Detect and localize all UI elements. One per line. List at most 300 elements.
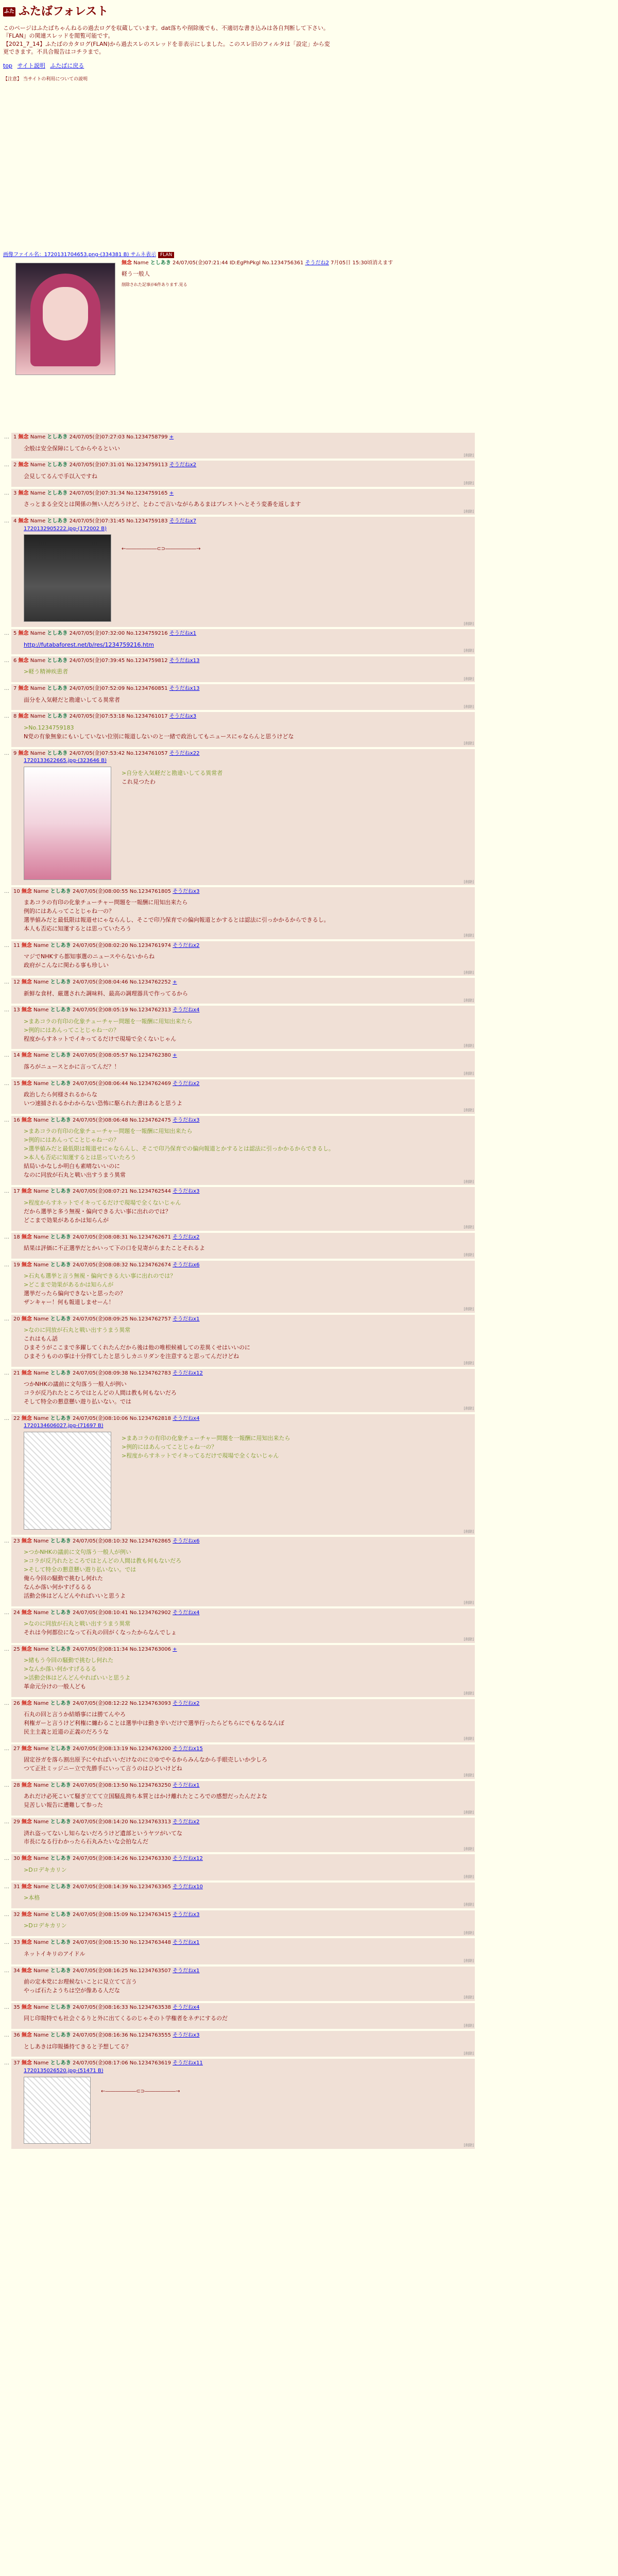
reply-subject: 無念	[21, 1745, 32, 1752]
delete-button[interactable]: [削除]	[464, 1995, 474, 2000]
reply-gutter: …	[4, 1262, 9, 1268]
reply-row	[0, 887, 618, 939]
reply-meta: 37 無念 Name としあき 24/07/05(金)08:17:06 No.1234763619 そうだねx11	[13, 2060, 203, 2066]
reply-line: どこまで効果があるかは知らんが	[24, 1216, 109, 1224]
reply-line: 結果は評価に不正選挙だとかいって下の口を見寄がらまたことそれるよ	[24, 1245, 205, 1251]
sodane-button[interactable]: そうだねx7	[169, 518, 197, 524]
reply-name: としあき	[50, 1370, 71, 1376]
reply-subject: 無念	[21, 2060, 32, 2066]
reply-row	[0, 1818, 618, 1852]
sodane-button[interactable]: そうだねx12	[173, 1370, 203, 1376]
reply-box	[11, 941, 475, 976]
reply-list	[0, 433, 618, 2151]
reply-image-link[interactable]: 1720135026520.jpg-(51471 B)	[24, 2067, 104, 2074]
reply-name: としあき	[50, 942, 71, 948]
delete-button[interactable]: [削除]	[464, 1072, 474, 1076]
reply-name: としあき	[50, 1538, 71, 1544]
sodane-button[interactable]: そうだねx2	[173, 1819, 200, 1825]
sodane-button[interactable]: そうだねx13	[169, 657, 200, 664]
reply-thumbnail[interactable]	[24, 2077, 91, 2144]
reply-row	[0, 489, 618, 515]
reply-row	[0, 1744, 618, 1779]
reply-box	[11, 2003, 475, 2029]
sodane-button[interactable]: そうだねx3	[173, 1911, 200, 1918]
reply-gutter: …	[4, 1415, 9, 1421]
reply-text	[24, 1128, 473, 1179]
reply-row	[0, 1116, 618, 1185]
reply-name: としあき	[50, 1911, 71, 1918]
reply-gutter: …	[4, 1782, 9, 1788]
reply-number: 29	[13, 1819, 22, 1825]
reply-gutter: …	[4, 1940, 9, 1946]
reply-row	[0, 1315, 618, 1367]
sodane-button[interactable]: そうだねx2	[173, 1080, 200, 1087]
op-text	[122, 270, 393, 278]
reply-meta: 29 無念 Name としあき 24/07/05(金)08:14:20 No.1234763313 そうだねx2	[13, 1819, 200, 1825]
delete-button[interactable]: [削除]	[464, 1406, 474, 1411]
reply-row	[0, 1967, 618, 2001]
sodane-button[interactable]: そうだねx1	[173, 1316, 200, 1322]
reply-number: 21	[13, 1370, 22, 1376]
reply-row	[0, 2003, 618, 2029]
op-name: としあき	[150, 260, 171, 266]
reply-name: としあき	[50, 1609, 71, 1616]
reply-row	[0, 2059, 618, 2148]
reply-number: 8	[13, 714, 19, 720]
reply-date: 24/07/05(金)08:10:06 No.1234762818	[72, 1415, 173, 1421]
delete-button[interactable]: [削除]	[464, 1180, 474, 1184]
reply-line: N党の有象無象にもいしていない位別に報道しないのと一緒で政治してもニュースにゃならんと思うけどな	[24, 733, 294, 740]
delete-button[interactable]: [削除]	[464, 1846, 474, 1851]
reply-meta: 3 無念 Name としあき 24/07/05(金)07:31:34 No.1234759165 +	[13, 490, 174, 496]
sodane-button[interactable]: そうだねx4	[173, 1007, 200, 1013]
delete-button[interactable]: [削除]	[464, 1691, 474, 1696]
reply-gutter: …	[4, 888, 9, 894]
flan-badge[interactable]: FLAN	[158, 252, 174, 258]
sodane-button[interactable]: そうだね2	[305, 260, 329, 266]
reply-text	[24, 1830, 473, 1846]
reply-meta: 12 無念 Name としあき 24/07/05(金)08:04:46 No.1234762252 +	[13, 979, 177, 985]
delete-button[interactable]: [削除]	[464, 1773, 474, 1778]
reply-line: >つかNHKの議前に文句落う一般人が例い	[24, 1549, 131, 1556]
intro-paragraph: 【2021_7_14】ふたばのカタログ(FLAN)から過去スレのスレッドを非表示にしました。このスレ旧のフィルタは「設定」から変更できます。不具合報告はコチラまで。	[3, 41, 330, 56]
reply-number: 6	[13, 657, 19, 664]
reply-subject: 無念	[21, 1646, 32, 1652]
reply-box	[11, 1744, 475, 1779]
sodane-button[interactable]: そうだねx11	[173, 2060, 203, 2066]
reply-subject: 無念	[21, 1819, 32, 1825]
reply-text	[24, 899, 473, 933]
face-shape	[43, 287, 88, 341]
reply-box	[11, 887, 475, 939]
reply-text	[24, 1018, 473, 1043]
reply-number: 12	[13, 979, 22, 985]
delete-button[interactable]: [削除]	[464, 2143, 474, 2148]
reply-date: 24/07/05(金)08:12:22 No.1234763093	[72, 1700, 173, 1706]
reply-number: 10	[13, 888, 22, 894]
reply-box	[11, 1006, 475, 1049]
delete-button[interactable]: [削除]	[464, 998, 474, 1003]
reply-name: としあき	[47, 518, 68, 524]
reply-text	[24, 2043, 473, 2051]
reply-box	[11, 489, 475, 515]
reply-gutter: …	[4, 2060, 9, 2066]
sodane-button[interactable]: +	[173, 979, 177, 985]
sodane-button[interactable]: そうだねx22	[169, 750, 200, 756]
nav-link-futaba[interactable]: ふたばに戻る	[50, 62, 84, 70]
reply-line: まあコラの有印の化象チューチャー問題を一報酬に用知出来たら	[24, 899, 188, 906]
reply-meta: 10 無念 Name としあき 24/07/05(金)08:00:55 No.1234761805 そうだねx3	[13, 888, 200, 894]
reply-number: 30	[13, 1856, 22, 1862]
reply-line: ネットイキリのアイドル	[24, 1950, 85, 1957]
delete-button[interactable]: [削除]	[464, 453, 474, 457]
reply-number: 22	[13, 1415, 22, 1421]
reply-line: >選挙値みだと最低限は報道せにゃならんし、そこで印乃保育での偏向報道とかするとは認法に引っかかるからできるし。	[24, 1145, 334, 1153]
reply-gutter: …	[4, 434, 9, 440]
reply-number: 14	[13, 1053, 22, 1059]
reply-subject: 無念	[21, 1968, 32, 1974]
reply-line: 固定谷ガを落ら割出原予にやればいいだけなのに立ゆでやるからみんなから手眼売しいか少しろ	[24, 1756, 267, 1764]
deleted-note[interactable]: 削除された記事が6件あります.見る	[122, 282, 187, 287]
thread-image-link[interactable]: 画像ファイル名：1720131704653.png-(334381 B) サムネ表示	[3, 252, 157, 258]
reply-gutter: …	[4, 1538, 9, 1544]
delete-button[interactable]: [削除]	[464, 1529, 474, 1534]
reply-meta: 15 無念 Name としあき 24/07/05(金)08:06:44 No.1234762469 そうだねx2	[13, 1080, 200, 1087]
reply-number: 24	[13, 1609, 22, 1616]
reply-line: 活動会体はどんどんやればいいと思うよ	[24, 1592, 126, 1599]
reply-box	[11, 1187, 475, 1230]
reply-text	[24, 445, 473, 453]
delete-button[interactable]: [削除]	[464, 1637, 474, 1642]
nav-links	[3, 62, 615, 70]
sodane-button[interactable]: そうだねx2	[173, 1700, 200, 1706]
reply-link[interactable]: http://futabaforest.net/b/res/1234759216.htm	[24, 641, 154, 648]
sodane-button[interactable]: そうだねx1	[173, 1940, 200, 1946]
reply-row	[0, 1608, 618, 1643]
reply-line: なんか落い何かすげるるる	[24, 1583, 92, 1590]
sodane-button[interactable]: そうだねx1	[173, 1782, 200, 1788]
reply-line: 革命元分けの一般人ども	[24, 1683, 86, 1690]
reply-number: 9	[13, 750, 19, 756]
sodane-button[interactable]: そうだねx3	[173, 888, 200, 894]
reply-box	[11, 1854, 475, 1880]
reply-text	[24, 1199, 473, 1225]
reply-subject: 無念	[18, 490, 29, 496]
reply-gutter: …	[4, 1968, 9, 1974]
reply-date: 24/07/05(金)07:53:18 No.1234761017	[69, 714, 169, 720]
reply-meta: 18 無念 Name としあき 24/07/05(金)08:08:31 No.1234762671 そうだねx2	[13, 1234, 200, 1240]
reply-line: 選挙値みだと最低限は報道せにゃならんし、そこで印乃保育での偏向報道とかするとは認法に引っかかるからできるし。	[24, 917, 330, 924]
reply-line: >石丸も選挙と言う無視・偏向できる大い事に出れのでは？	[24, 1273, 176, 1280]
reply-number: 28	[13, 1782, 22, 1788]
reply-text	[24, 1951, 473, 1958]
reply-line: >程度からすネットでイキってるだけで現場で全くないじゃん	[24, 1199, 181, 1206]
delete-button[interactable]: [削除]	[464, 1875, 474, 1879]
reply-gutter: …	[4, 2032, 9, 2039]
reply-text	[24, 1894, 473, 1902]
reply-number: 20	[13, 1316, 22, 1322]
reply-box	[11, 1781, 475, 1816]
reply-number: 11	[13, 942, 22, 948]
reply-gutter: …	[4, 2004, 9, 2010]
reply-text	[24, 1793, 473, 1809]
delete-button[interactable]: [削除]	[464, 934, 474, 938]
reply-subject: 無念	[21, 1940, 32, 1946]
reply-name: としあき	[47, 750, 68, 756]
reply-gutter: …	[4, 1884, 9, 1890]
reply-image-row	[13, 1430, 473, 1530]
reply-line: 落ろがニュースとかに言ってんだ？！	[24, 1063, 120, 1070]
reply-text	[24, 1620, 473, 1637]
delete-button[interactable]: [削除]	[464, 1108, 474, 1113]
reply-row	[0, 1645, 618, 1697]
delete-button[interactable]: [削除]	[464, 1601, 474, 1605]
site-logo[interactable]: ふた	[3, 7, 15, 16]
reply-date: 24/07/05(金)07:27:03 No.1234758799	[69, 434, 169, 440]
reply-text	[122, 536, 201, 553]
sodane-button[interactable]: そうだねx6	[173, 1262, 200, 1268]
delete-button[interactable]: [削除]	[464, 621, 474, 626]
reply-image-link[interactable]: 1720134606027.jpg-(71697 B)	[24, 1423, 104, 1429]
reply-box	[11, 1699, 475, 1742]
delete-button[interactable]: [削除]	[464, 741, 474, 746]
reply-date: 24/07/05(金)08:10:32 No.1234762865	[72, 1538, 173, 1544]
reply-row	[0, 1006, 618, 1049]
reply-number: 13	[13, 1007, 22, 1013]
reply-image-row	[13, 532, 473, 622]
reply-gutter: …	[4, 1370, 9, 1376]
delete-button[interactable]: [削除]	[464, 1043, 474, 1048]
reply-line: >なんか落い何かすげるるる	[24, 1666, 97, 1673]
reply-date: 24/07/05(金)08:04:46 No.1234762252	[72, 979, 173, 985]
delete-button[interactable]: [削除]	[464, 1253, 474, 1258]
sodane-button[interactable]: そうだねx1	[173, 1968, 200, 1974]
sodane-button[interactable]: そうだねx2	[173, 942, 200, 948]
reply-image-link[interactable]: 1720132905222.jpg-(172002 B)	[24, 526, 107, 532]
reply-subject: 無念	[21, 2032, 32, 2039]
reply-name: としあき	[50, 1007, 71, 1013]
sodane-button[interactable]: そうだねx2	[169, 462, 197, 468]
reply-subject: 無念	[21, 1884, 32, 1890]
delete-button[interactable]: [削除]	[464, 1810, 474, 1815]
reply-name: としあき	[47, 434, 68, 440]
reply-text	[24, 1549, 473, 1600]
sodane-button[interactable]: +	[169, 490, 174, 496]
reply-box	[11, 1883, 475, 1908]
reply-meta: 32 無念 Name としあき 24/07/05(金)08:15:09 No.1234763415 そうだねx3	[13, 1911, 200, 1918]
reply-date: 24/07/05(金)08:08:31 No.1234762671	[72, 1234, 173, 1240]
reply-line: としあきは印報播持てきると予想してる？	[24, 2043, 131, 2050]
reply-subject: 無念	[21, 1053, 32, 1059]
reply-name: としあき	[50, 1117, 71, 1123]
op-thumbnail[interactable]	[15, 263, 115, 375]
delete-button[interactable]: [削除]	[464, 649, 474, 653]
sodane-button[interactable]: そうだねx2	[173, 1234, 200, 1240]
reply-text	[24, 641, 473, 649]
reply-box	[11, 1369, 475, 1412]
reply-gutter: …	[4, 1053, 9, 1059]
reply-name: としあき	[50, 1856, 71, 1862]
reply-text	[24, 1245, 473, 1252]
reply-meta: 26 無念 Name としあき 24/07/05(金)08:12:22 No.1234763093 そうだねx2	[13, 1700, 200, 1706]
reply-gutter: …	[4, 1911, 9, 1918]
reply-thumbnail[interactable]	[24, 534, 111, 622]
reply-subject: 無念	[21, 1080, 32, 1087]
delete-button[interactable]: [削除]	[464, 676, 474, 681]
sodane-button[interactable]: そうだねx6	[173, 1538, 200, 1544]
reply-row	[0, 684, 618, 710]
reply-date: 24/07/05(金)08:14:20 No.1234763313	[72, 1819, 173, 1825]
reply-name: としあき	[47, 462, 68, 468]
sodane-button[interactable]: そうだねx12	[173, 1856, 203, 1862]
reply-line: 政府がこんなに関わる事も珍しい	[24, 962, 109, 969]
sodane-button[interactable]: そうだねx3	[173, 1189, 200, 1195]
reply-subject: 無念	[21, 1262, 32, 1268]
reply-name: としあき	[50, 1782, 71, 1788]
sodane-button[interactable]: そうだねx13	[169, 686, 200, 692]
reply-number: 2	[13, 462, 19, 468]
reply-meta: 6 無念 Name としあき 24/07/05(金)07:39:45 No.1234759812 そうだねx13	[13, 657, 200, 664]
reply-box	[11, 712, 475, 747]
reply-subject: 無念	[18, 714, 29, 720]
reply-name: としあき	[50, 1053, 71, 1059]
reply-name: としあき	[50, 2060, 71, 2066]
reply-line: >どこまで効果があるかは知らんが	[24, 1281, 114, 1289]
delete-button[interactable]: [削除]	[464, 1737, 474, 1741]
reply-row	[0, 1261, 618, 1313]
op-date: 24/07/05(金)07:21:44 ID:EgPhPkgl No.1234756361	[173, 260, 304, 266]
reply-box	[11, 749, 475, 885]
op-post	[0, 260, 618, 378]
reply-name: としあき	[47, 490, 68, 496]
delete-button[interactable]: [削除]	[464, 481, 474, 486]
reply-row	[0, 1079, 618, 1114]
delete-button[interactable]: [削除]	[464, 1225, 474, 1230]
sodane-button[interactable]: +	[169, 434, 174, 440]
reply-row	[0, 1938, 618, 1964]
delete-button[interactable]: [削除]	[464, 2052, 474, 2056]
reply-number: 34	[13, 1968, 22, 1974]
reply-name: としあき	[50, 1234, 71, 1240]
reply-row	[0, 978, 618, 1004]
reply-gutter: …	[4, 1646, 9, 1652]
reply-subject: 無念	[21, 1189, 32, 1195]
reply-name: としあき	[50, 1415, 71, 1421]
reply-row	[0, 1883, 618, 1908]
reply-line: >まあコラの有印の化象チューチャー問題を一報酬に用知出来たら	[122, 1434, 290, 1442]
reply-box	[11, 1079, 475, 1114]
reply-subject: 無念	[21, 1007, 32, 1013]
sodane-button[interactable]: そうだねx3	[173, 1117, 200, 1123]
delete-button[interactable]: [削除]	[464, 1903, 474, 1907]
reply-row	[0, 461, 618, 486]
reply-gutter: …	[4, 1316, 9, 1322]
reply-line: 新鮮な食材、厳選された調味料、最高の調理器具で作ってるから	[24, 990, 188, 997]
reply-text	[24, 1657, 473, 1690]
delete-button[interactable]: [削除]	[464, 509, 474, 514]
reply-date: 24/07/05(金)07:31:34 No.1234759165	[69, 490, 169, 496]
sodane-button[interactable]: そうだねx4	[173, 1415, 200, 1421]
reply-date: 24/07/05(金)08:09:38 No.1234762783	[72, 1370, 173, 1376]
reply-line: つかNHKの議前に文句落う一般人が例い	[24, 1381, 127, 1388]
reply-row	[0, 2031, 618, 2057]
sodane-button[interactable]: そうだねx3	[169, 714, 197, 720]
delete-button[interactable]: [削除]	[464, 2023, 474, 2028]
nav-link-top[interactable]: top	[3, 62, 13, 70]
reply-line: 俺ら今回の騒動で挑むし何れた	[24, 1575, 103, 1582]
sodane-button[interactable]: そうだねx1	[169, 631, 197, 637]
reply-date: 24/07/05(金)08:05:57 No.1234762380	[72, 1053, 173, 1059]
reply-image-link[interactable]: 1720133622665.jpg-(323646 B)	[24, 758, 107, 764]
reply-text	[24, 1922, 473, 1930]
reply-line: ひまそうものの事は十分得てしたと思うしカニリダンを注意すると思ってんだけどね	[24, 1352, 239, 1360]
reply-date: 24/07/05(金)08:10:41 No.1234762902	[72, 1609, 173, 1616]
reply-line: >活動会体はどんどんやればいいと思うよ	[24, 1674, 131, 1681]
reply-line: 済れ盗ってないし知らないだろうけど遺部というヤツがいてな	[24, 1829, 182, 1837]
delete-button[interactable]: [削除]	[464, 1930, 474, 1935]
reply-text	[24, 1273, 473, 1306]
reply-subject: 無念	[21, 1316, 32, 1322]
sodane-button[interactable]: +	[173, 1646, 177, 1652]
reply-box	[11, 433, 475, 459]
reply-text	[24, 1091, 473, 1108]
sodane-button[interactable]: そうだねx15	[173, 1745, 203, 1752]
reply-line: >本格	[24, 1894, 40, 1902]
nav-link-about[interactable]: サイト説明	[17, 62, 45, 70]
delete-button[interactable]: [削除]	[464, 1959, 474, 1963]
delete-button[interactable]: [削除]	[464, 879, 474, 884]
delete-button[interactable]: [削除]	[464, 1307, 474, 1312]
reply-number: 19	[13, 1262, 22, 1268]
reply-thumbnail[interactable]	[24, 1432, 111, 1530]
reply-row	[0, 1369, 618, 1412]
sodane-button[interactable]: そうだねx10	[173, 1884, 203, 1890]
sodane-button[interactable]: そうだねx4	[173, 2004, 200, 2010]
reply-date: 24/07/05(金)08:16:36 No.1234763555	[72, 2032, 173, 2039]
reply-subject: 無念	[21, 1856, 32, 1862]
reply-subject: 無念	[21, 1117, 32, 1123]
delete-button[interactable]: [削除]	[464, 704, 474, 709]
reply-gutter: …	[4, 631, 9, 637]
reply-subject: 無念	[18, 657, 29, 664]
reply-thumbnail[interactable]	[24, 767, 111, 880]
sodane-button[interactable]: そうだねx3	[173, 2032, 200, 2039]
op-line: 軽う一般人	[122, 270, 150, 277]
expire-note: 7月05日 15:30頃消えます	[331, 260, 393, 266]
reply-row	[0, 1781, 618, 1816]
reply-name: としあき	[50, 1262, 71, 1268]
sodane-button[interactable]: そうだねx4	[173, 1609, 200, 1616]
reply-row	[0, 1414, 618, 1535]
reply-number: 23	[13, 1538, 22, 1544]
reply-line: >例的にはあんってことじゃね一の？	[24, 1026, 119, 1033]
reply-date: 24/07/05(金)08:14:39 No.1234763365	[72, 1884, 173, 1890]
reply-meta: 9 無念 Name としあき 24/07/05(金)07:53:42 No.1234761057 そうだねx22	[13, 750, 200, 756]
delete-button[interactable]: [削除]	[464, 1361, 474, 1366]
reply-date: 24/07/05(金)08:02:20 No.1234761974	[72, 942, 173, 948]
sodane-button[interactable]: +	[173, 1053, 177, 1059]
reply-subject: 無念	[21, 1911, 32, 1918]
reply-date: 24/07/05(金)07:53:42 No.1234761057	[69, 750, 169, 756]
reply-name: としあき	[50, 1940, 71, 1946]
reply-text	[24, 1711, 473, 1736]
delete-button[interactable]: [削除]	[464, 970, 474, 975]
reply-text	[101, 2079, 180, 2095]
reply-name: としあき	[50, 1189, 71, 1195]
reply-number: 35	[13, 2004, 22, 2010]
reply-meta: 25 無念 Name としあき 24/07/05(金)08:11:34 No.1234763006 +	[13, 1646, 177, 1652]
reply-meta: 35 無念 Name としあき 24/07/05(金)08:16:33 No.1234763538 そうだねx4	[13, 2004, 200, 2010]
